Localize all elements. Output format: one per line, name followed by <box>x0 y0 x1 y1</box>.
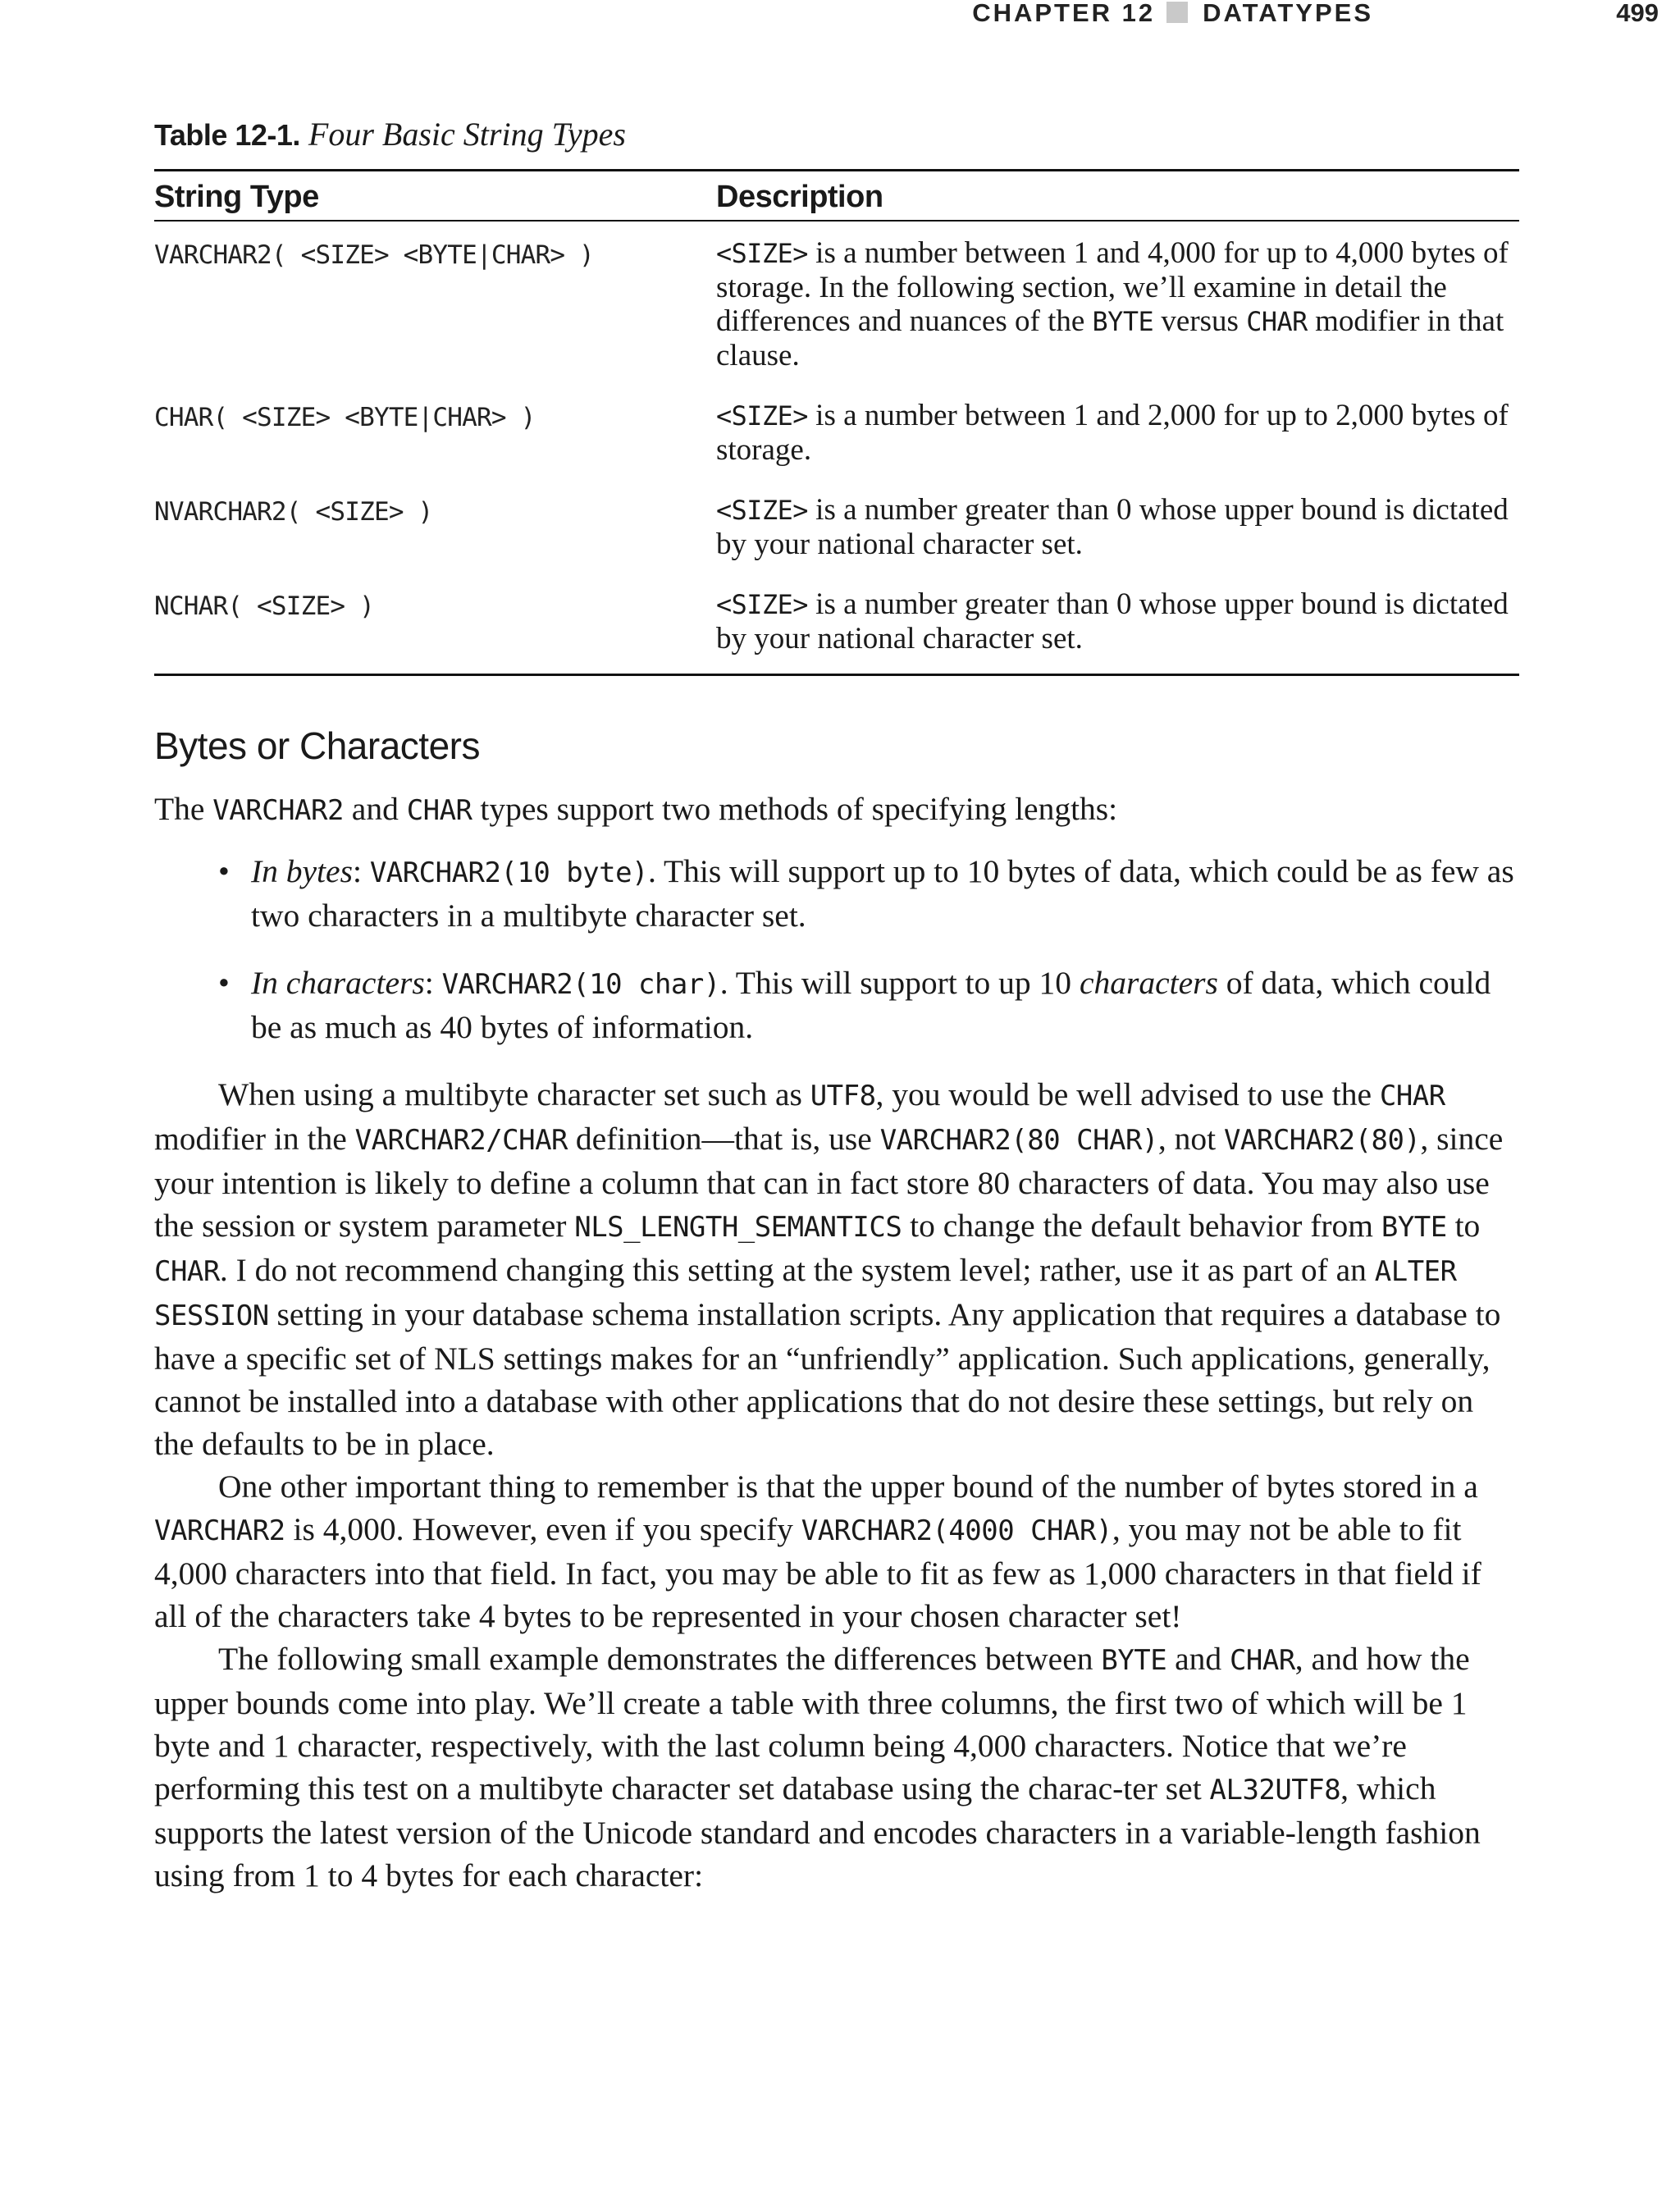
table-cell-type: VARCHAR2( <SIZE> <BYTE|CHAR> ) <box>154 240 594 270</box>
text-run: and <box>1166 1641 1230 1677</box>
desc-text: is a number between 1 and 4,000 for up to 4,000 bytes of storage. In the following section, we’ll examine in detail the differences and nuances of the <box>716 236 1509 338</box>
paragraph-multibyte <box>154 1073 1519 1465</box>
code-run: VARCHAR2(80) <box>1223 1124 1421 1157</box>
code-run: VARCHAR2(10 char) <box>441 968 720 1001</box>
text-run: . This will support up to 10 bytes of data, which could be as few as two characters in a multibyte character set. <box>251 853 1514 934</box>
code-size: <SIZE> <box>716 400 808 432</box>
string-types-table <box>154 169 1519 676</box>
emphasis-run: characters <box>1079 965 1218 1001</box>
text-run: definition—that is, use <box>568 1121 880 1157</box>
code-run: CHAR <box>406 794 472 827</box>
text-run: , and how the upper bounds come into play. We’ll create a table with three columns, the first two of which will be 1 byte and 1 character, respectively, with the last column being 4,000 characters. Notice that we’re performing this test on a multibyte character set database using the charac-ter set <box>154 1641 1470 1806</box>
chapter-label: CHAPTER 12 <box>972 0 1156 27</box>
bullet-icon: • <box>218 965 230 1001</box>
code-size: <SIZE> <box>716 589 808 620</box>
separator-square-icon <box>1166 2 1188 23</box>
table-row <box>154 384 1519 478</box>
body-text <box>154 788 1519 1897</box>
text-run: . I do not recommend changing this setting at the system level; rather, use it as part of an <box>219 1252 1375 1288</box>
desc-text: is a number greater than 0 whose upper bound is dictated by your national character set. <box>716 493 1509 561</box>
text-run: One other important thing to remember is that the upper bound of the number of bytes stored in a <box>218 1468 1478 1505</box>
text-run: When using a multibyte character set such as <box>218 1076 810 1112</box>
desc-text: versus <box>1153 304 1247 338</box>
code-char: CHAR <box>1246 306 1308 337</box>
code-run: VARCHAR2/CHAR <box>354 1124 568 1157</box>
table-cell-description <box>716 221 1519 384</box>
bullet-icon: • <box>218 853 230 889</box>
code-size: <SIZE> <box>716 238 808 269</box>
desc-text: is a number between 1 and 2,000 for up to 2,000 bytes of storage. <box>716 399 1509 467</box>
text-run: : <box>424 965 442 1001</box>
table-caption-label: Table 12-1. <box>154 118 300 152</box>
code-run: BYTE <box>1101 1644 1167 1677</box>
text-run: of data, which could be as much as 40 bytes of information. <box>251 965 1491 1045</box>
code-run: BYTE <box>1381 1211 1447 1244</box>
text-run: , you would be well advised to use the <box>875 1076 1380 1112</box>
intro-paragraph <box>154 788 1519 832</box>
table-row <box>154 573 1519 675</box>
table-header-string-type: String Type <box>154 171 716 222</box>
table-header-description: Description <box>716 171 1519 222</box>
code-size: <SIZE> <box>716 495 808 526</box>
code-run: CHAR <box>1379 1080 1445 1112</box>
length-methods-list <box>154 850 1519 1048</box>
page-number: 499 <box>1616 0 1659 27</box>
text-run: The <box>154 791 213 827</box>
chapter-title: DATATYPES <box>1203 0 1373 27</box>
text-run: is 4,000. However, even if you specify <box>285 1511 801 1547</box>
text-run: , since your intention is likely to define a column that can in fact store 80 characters of data. You may also use the session or system parameter <box>154 1121 1504 1244</box>
text-run: setting in your database schema installation scripts. Any application that requires a database to have a specific set of NLS settings makes for an “unfriendly” application. Such applications, generally, cannot be installed into a database with other applications that do not desire these settings, but rely on the defaults to be in place. <box>154 1296 1501 1462</box>
section-heading: Bytes or Characters <box>154 724 480 767</box>
paragraph-upper-bound <box>154 1465 1519 1637</box>
table-cell-description <box>716 573 1519 675</box>
table-cell-type: NCHAR( <SIZE> ) <box>154 573 716 675</box>
text-run: : <box>352 853 370 889</box>
code-byte: BYTE <box>1092 306 1154 337</box>
code-run: ALTER SESSION <box>154 1255 1457 1332</box>
table-cell-description <box>716 384 1519 478</box>
code-run: AL32UTF8 <box>1209 1774 1341 1806</box>
table-row <box>154 221 1519 384</box>
text-run: types support two methods of specifying lengths: <box>472 791 1118 827</box>
text-run: , which supports the latest version of the Unicode standard and encodes characters in a variable-length fashion using from 1 to 4 bytes for each character: <box>154 1770 1481 1893</box>
emphasis-run: In characters <box>251 965 425 1001</box>
code-run: UTF8 <box>810 1080 876 1112</box>
text-run: , you may not be able to fit 4,000 characters into that field. In fact, you may be able to fit as few as 1,000 characters in that field if all of the characters take 4 bytes to be represented in your chosen character set! <box>154 1511 1481 1634</box>
code-run: VARCHAR2 <box>212 794 344 827</box>
table-row <box>154 478 1519 573</box>
text-run: The following small example demonstrates the differences between <box>218 1641 1102 1677</box>
running-head-chapter <box>972 0 1373 28</box>
list-item <box>154 961 1519 1048</box>
code-run: VARCHAR2(10 byte) <box>369 856 648 889</box>
table-cell-type: NVARCHAR2( <SIZE> ) <box>154 497 433 527</box>
table-header-row <box>154 171 1519 222</box>
table-caption <box>154 115 626 153</box>
code-run: CHAR <box>154 1255 220 1288</box>
code-run: NLS_LENGTH_SEMANTICS <box>574 1211 902 1244</box>
code-run: VARCHAR2(80 CHAR) <box>879 1124 1158 1157</box>
desc-text: modifier in that clause. <box>716 304 1504 372</box>
text-run: to change the default behavior from <box>902 1208 1381 1244</box>
table-cell-description <box>716 478 1519 573</box>
text-run: . This will support to up 10 <box>719 965 1080 1001</box>
code-run: VARCHAR2(4000 CHAR) <box>801 1514 1112 1547</box>
text-run: , not <box>1157 1121 1224 1157</box>
text-run: modifier in the <box>154 1121 355 1157</box>
emphasis-run: In bytes <box>251 853 353 889</box>
table-caption-title: Four Basic String Types <box>308 116 626 153</box>
code-run: VARCHAR2 <box>154 1514 285 1547</box>
desc-text: is a number greater than 0 whose upper bound is dictated by your national character set. <box>716 587 1509 655</box>
running-head <box>154 0 1660 28</box>
paragraph-example <box>154 1637 1519 1897</box>
table-cell-type: CHAR( <SIZE> <BYTE|CHAR> ) <box>154 403 536 432</box>
text-run: and <box>343 791 407 827</box>
list-item <box>154 850 1519 937</box>
text-run: to <box>1446 1208 1481 1244</box>
code-run: CHAR <box>1229 1644 1295 1677</box>
